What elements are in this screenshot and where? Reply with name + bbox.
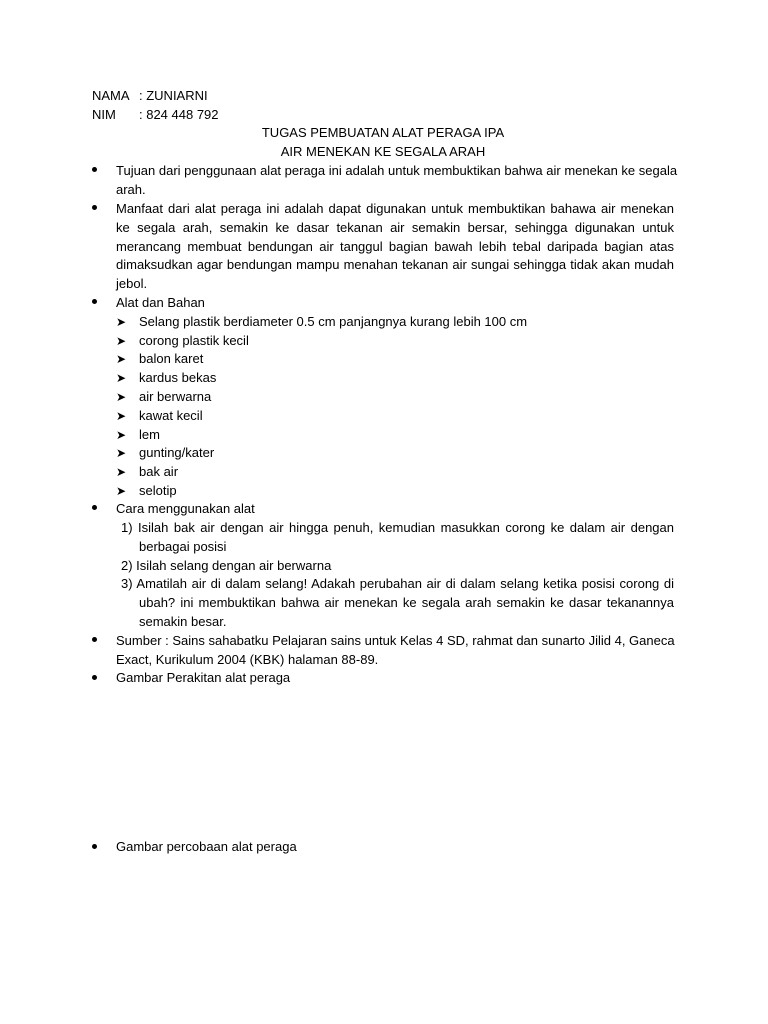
arrow-bullet-icon: ➤	[116, 446, 127, 460]
alat-item: kardus bekas	[139, 370, 217, 385]
arrow-bullet-icon: ➤	[116, 315, 127, 329]
bullet-icon	[91, 504, 99, 512]
arrow-bullet-icon: ➤	[116, 465, 127, 479]
title-line-2: AIR MENEKAN KE SEGALA ARAH	[280, 144, 486, 159]
cara-step-2: 2) Isilah selang dengan air berwarna	[121, 558, 332, 573]
manfaat-line-1: Manfaat dari alat peraga ini adalah dapat digunakan untuk membuktikan bahawa air menekan	[116, 201, 674, 216]
bullet-icon	[91, 636, 99, 644]
manfaat-line-3: merancang membuat bendungan air tanggul bagian bawah lebih tebal daripada bagian atas	[116, 239, 674, 254]
cara-step-3-line-1: 3) Amatilah air di dalam selang! Adakah perubahan air di dalam selang ketika posisi corong di	[121, 576, 674, 591]
bullet-icon	[91, 674, 99, 682]
nama-value: : ZUNIARNI	[139, 88, 208, 103]
tujuan-line-1: Tujuan dari penggunaan alat peraga ini adalah untuk membuktikan bahwa air menekan ke segala	[116, 163, 678, 178]
alat-item: balon karet	[139, 351, 204, 366]
sumber-line-2: Exact, Kurikulum 2004 (KBK) halaman 88-89.	[116, 652, 379, 667]
nim-label: NIM	[92, 107, 116, 122]
bullet-icon	[91, 166, 99, 174]
arrow-bullet-icon: ➤	[116, 390, 127, 404]
gambar-perakitan: Gambar Perakitan alat peraga	[116, 670, 291, 685]
alat-item: lem	[139, 427, 160, 442]
arrow-bullet-icon: ➤	[116, 371, 127, 385]
arrow-bullet-icon: ➤	[116, 428, 127, 442]
tujuan-line-2: arah.	[116, 182, 146, 197]
cara-step-3-line-2: ubah? ini membuktikan bahwa air menekan ke segala arah semakin ke dasar tekanannya	[139, 595, 674, 610]
arrow-bullet-icon: ➤	[116, 409, 127, 423]
alat-item: corong plastik kecil	[139, 333, 249, 348]
manfaat-line-4: dimaksudkan agar bendungan mampu menahan tekanan air sungai sehingga tidak akan mudah	[116, 257, 674, 272]
arrow-bullet-icon: ➤	[116, 334, 127, 348]
cara-heading: Cara menggunakan alat	[116, 501, 255, 516]
manfaat-line-2: ke segala arah, semakin ke dasar tekanan air semakin bersar, sehingga digunakan untuk	[116, 220, 674, 235]
cara-step-1-line-1: 1) Isilah bak air dengan air hingga penuh, kemudian masukkan corong ke dalam air dengan	[121, 520, 674, 535]
alat-item: kawat kecil	[139, 408, 203, 423]
manfaat-line-5: jebol.	[116, 276, 148, 291]
bullet-icon	[91, 843, 99, 851]
bullet-icon	[91, 204, 99, 212]
arrow-bullet-icon: ➤	[116, 352, 127, 366]
cara-step-3-line-3: semakin besar.	[139, 614, 227, 629]
alat-heading: Alat dan Bahan	[116, 295, 205, 310]
title-line-1: TUGAS PEMBUATAN ALAT PERAGA IPA	[261, 125, 505, 140]
alat-item: gunting/kater	[139, 445, 215, 460]
alat-item: bak air	[139, 464, 179, 479]
nim-value: : 824 448 792	[139, 107, 219, 122]
nama-label: NAMA	[92, 88, 130, 103]
alat-item: Selang plastik berdiameter 0.5 cm panjangnya kurang lebih 100 cm	[139, 314, 528, 329]
cara-step-1-line-2: berbagai posisi	[139, 539, 227, 554]
sumber-line-1: Sumber : Sains sahabatku Pelajaran sains untuk Kelas 4 SD, rahmat dan sunarto Jilid 4, Ganeca	[116, 633, 675, 648]
arrow-bullet-icon: ➤	[116, 484, 127, 498]
bullet-icon	[91, 298, 99, 306]
alat-item: air berwarna	[139, 389, 212, 404]
alat-item: selotip	[139, 483, 177, 498]
gambar-percobaan: Gambar percobaan alat peraga	[116, 839, 297, 854]
